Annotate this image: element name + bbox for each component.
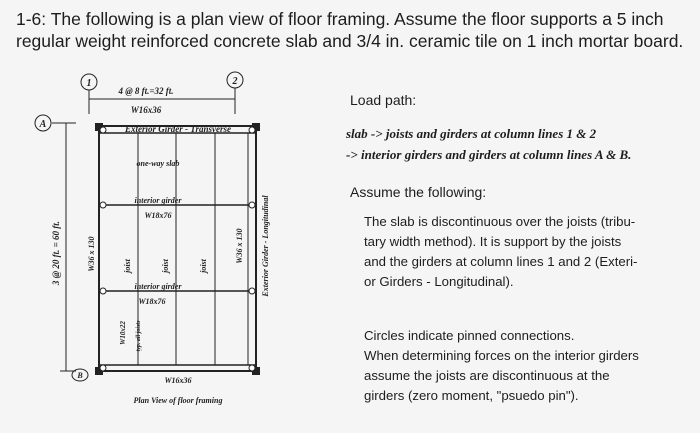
interior-girder-size-1: W18x76 (144, 211, 172, 220)
plan-caption: Plan View of floor framing (133, 396, 223, 405)
one-way-slab-label: one-way slab (136, 159, 180, 168)
assumption-1-line-3: and the girders at column lines 1 and 2 (Exteri- (364, 254, 638, 269)
left-dimension: 3 @ 20 ft. = 60 ft. (51, 220, 61, 286)
joist-label-2: joist (161, 259, 170, 273)
grid-A-label: A (39, 119, 47, 130)
interior-girder-label-1: interior girder (134, 196, 182, 205)
top-dimension: 4 @ 8 ft.=32 ft. (118, 86, 174, 96)
assumption-2-line-4: girders (zero moment, "psuedo pin"). (364, 388, 579, 403)
exterior-girder-longitudinal-label: Exterior Girder - Longitudinal (261, 195, 270, 297)
assumption-1-line-2: tary width method). It is support by the joists (364, 234, 622, 249)
load-path-line-2: -> interior girders and girders at column lines A & B. (346, 147, 632, 162)
grid-bubble-A (35, 115, 51, 131)
assumption-1-line-1: The slab is discontinuous over the joists (tribu- (364, 214, 636, 229)
joist-label-3: joist (199, 259, 208, 273)
w36-right-label: W36 x 130 (235, 228, 244, 264)
grid-2-label: 2 (232, 76, 238, 87)
interior-girder-label-2: interior girder (134, 282, 182, 291)
assume-heading: Assume the following: (350, 184, 487, 200)
floor-framing-plan (28, 68, 328, 428)
w36-left-label: W36 x 130 (87, 236, 96, 272)
load-path-heading: Load path: (350, 92, 417, 108)
problem-statement (16, 8, 692, 52)
assumption-paragraph-1 (364, 212, 637, 292)
assumption-2-line-2: When determining forces on the interior girders (364, 348, 639, 363)
typical-joists-note: typ. all joists (136, 320, 142, 352)
grid-B-label: B (77, 371, 83, 380)
assumption-2-line-3: assume the joists are discontinuous at the (364, 368, 610, 383)
assumption-1-line-4: or Girders - Longitudinal). (364, 274, 514, 289)
assumption-paragraph-2 (364, 326, 639, 406)
grid-bubble-2 (227, 72, 243, 88)
grid-bubble-1 (81, 74, 97, 90)
interior-girder-size-2: W18x76 (138, 297, 166, 306)
bottom-beam-size: W16x36 (164, 376, 192, 385)
grid-1-label: 1 (86, 78, 92, 89)
top-beam-size: W16x36 (130, 105, 162, 115)
exterior-girder-transverse-label: Exterior Girder - Transverse (125, 124, 231, 134)
plan-drawing (28, 68, 328, 428)
w10-joist-size-label: W10x22 (119, 321, 127, 345)
assumption-2-line-1: Circles indicate pinned connections. (364, 328, 575, 343)
load-path-line-1: slab -> joists and girders at column lines 1 & 2 (346, 126, 597, 141)
problem-line-2: regular weight reinforced concrete slab and 3/4 in. ceramic tile on 1 inch mortar board. (16, 31, 684, 51)
problem-line-1: 1-6: The following is a plan view of floor framing. Assume the floor supports a 5 inch (16, 9, 664, 29)
joist-label-1: joist (123, 259, 132, 273)
